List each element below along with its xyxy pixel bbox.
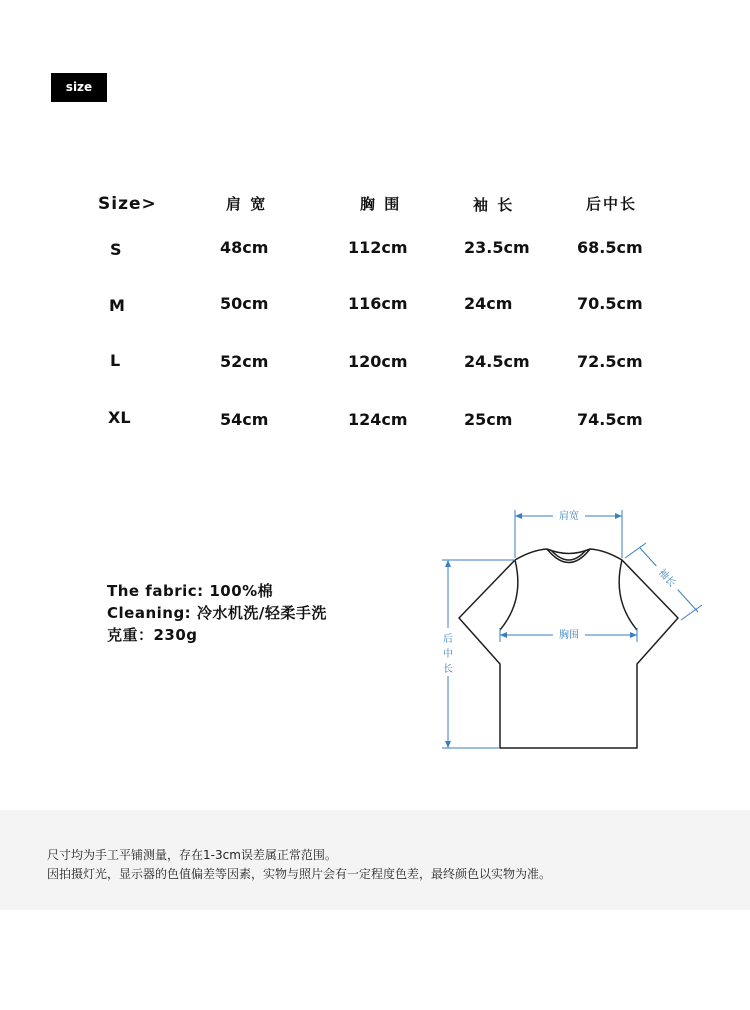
row-m-shoulder: 50cm [220, 294, 269, 313]
row-xl-shoulder: 54cm [220, 410, 269, 429]
header-back-length: 后中长 [586, 195, 638, 213]
footer-note [0, 810, 750, 910]
shoulder-measure-label: 肩宽 [559, 511, 579, 522]
length-char-2: 中 [443, 649, 453, 660]
row-l-shoulder: 52cm [220, 352, 269, 371]
row-s-shoulder: 48cm [220, 238, 269, 257]
footer-measurement-note: 尺寸均为手工平铺测量，存在1-3cm误差属正常范围。 [47, 848, 337, 862]
fabric-info [107, 580, 327, 646]
length-char-1: 后 [443, 634, 453, 645]
row-l-size: L [110, 351, 121, 370]
row-s-back-length: 68.5cm [577, 238, 643, 257]
row-s-chest: 112cm [348, 238, 408, 257]
length-char-3: 长 [443, 664, 453, 675]
row-m-size: M [109, 296, 125, 315]
row-xl-chest: 124cm [348, 410, 408, 429]
row-s-size: S [110, 240, 122, 259]
header-sleeve: 袖 长 [473, 196, 515, 214]
row-m-chest: 116cm [348, 294, 408, 313]
header-size: Size> [98, 194, 157, 214]
header-chest: 胸 围 [360, 195, 402, 213]
weight-line: 克重：230g [107, 626, 198, 644]
row-m-back-length: 70.5cm [577, 294, 643, 313]
header-shoulder: 肩 宽 [226, 195, 268, 213]
tshirt-measurement-diagram [430, 500, 720, 760]
row-xl-sleeve: 25cm [464, 410, 513, 429]
footer-color-note: 因拍摄灯光，显示器的色值偏差等因素，实物与照片会有一定程度色差，最终颜色以实物为准。 [47, 867, 552, 881]
row-l-chest: 120cm [348, 352, 408, 371]
row-l-sleeve: 24.5cm [464, 352, 530, 371]
fabric-line: The fabric: 100%棉 [107, 582, 274, 600]
row-xl-back-length: 74.5cm [577, 410, 643, 429]
measurement-arrows [445, 513, 637, 748]
tshirt-outline [459, 549, 678, 748]
chest-measure-label: 胸围 [559, 630, 579, 641]
row-m-sleeve: 24cm [464, 294, 513, 313]
size-table [0, 0, 750, 460]
sleeve-measure-label: 袖长 [655, 567, 678, 590]
row-s-sleeve: 23.5cm [464, 238, 530, 257]
cleaning-line: Cleaning: 冷水机洗/轻柔手洗 [107, 604, 327, 622]
size-tag: size [51, 73, 107, 102]
row-l-back-length: 72.5cm [577, 352, 643, 371]
row-xl-size: XL [108, 408, 131, 427]
